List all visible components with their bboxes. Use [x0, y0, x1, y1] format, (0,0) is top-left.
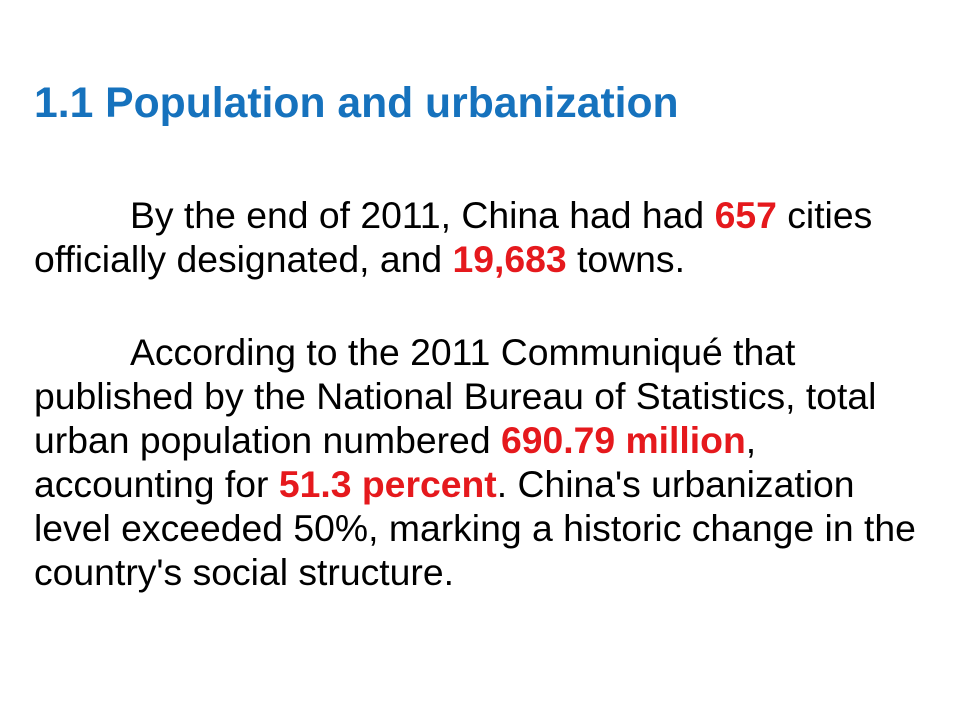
- paragraph-cities-towns: [34, 193, 927, 281]
- cities-count-highlight: 657: [714, 194, 777, 236]
- slide-title: 1.1 Population and urbanization: [34, 79, 679, 127]
- urbanization-rate-highlight: 51.3 percent: [278, 463, 497, 505]
- towns-count-highlight: 19,683: [452, 238, 567, 280]
- paragraph-text: cities officially designated, and: [34, 194, 873, 280]
- paragraph-text: By the end of 2011, China had had: [130, 194, 715, 236]
- paragraph-text: . China's urbanization level exceeded 50%, marking a historic change in the country's social structure.: [34, 463, 916, 593]
- paragraph-text: , accounting for: [34, 419, 757, 505]
- urban-population-highlight: 690.79 million: [500, 419, 746, 461]
- paragraph-text: According to the 2011 Communiqué that published by the National Bureau of Statistics, total urban population numbered: [34, 331, 877, 461]
- paragraph-urban-population: [34, 330, 927, 594]
- paragraph-text: towns.: [566, 238, 685, 280]
